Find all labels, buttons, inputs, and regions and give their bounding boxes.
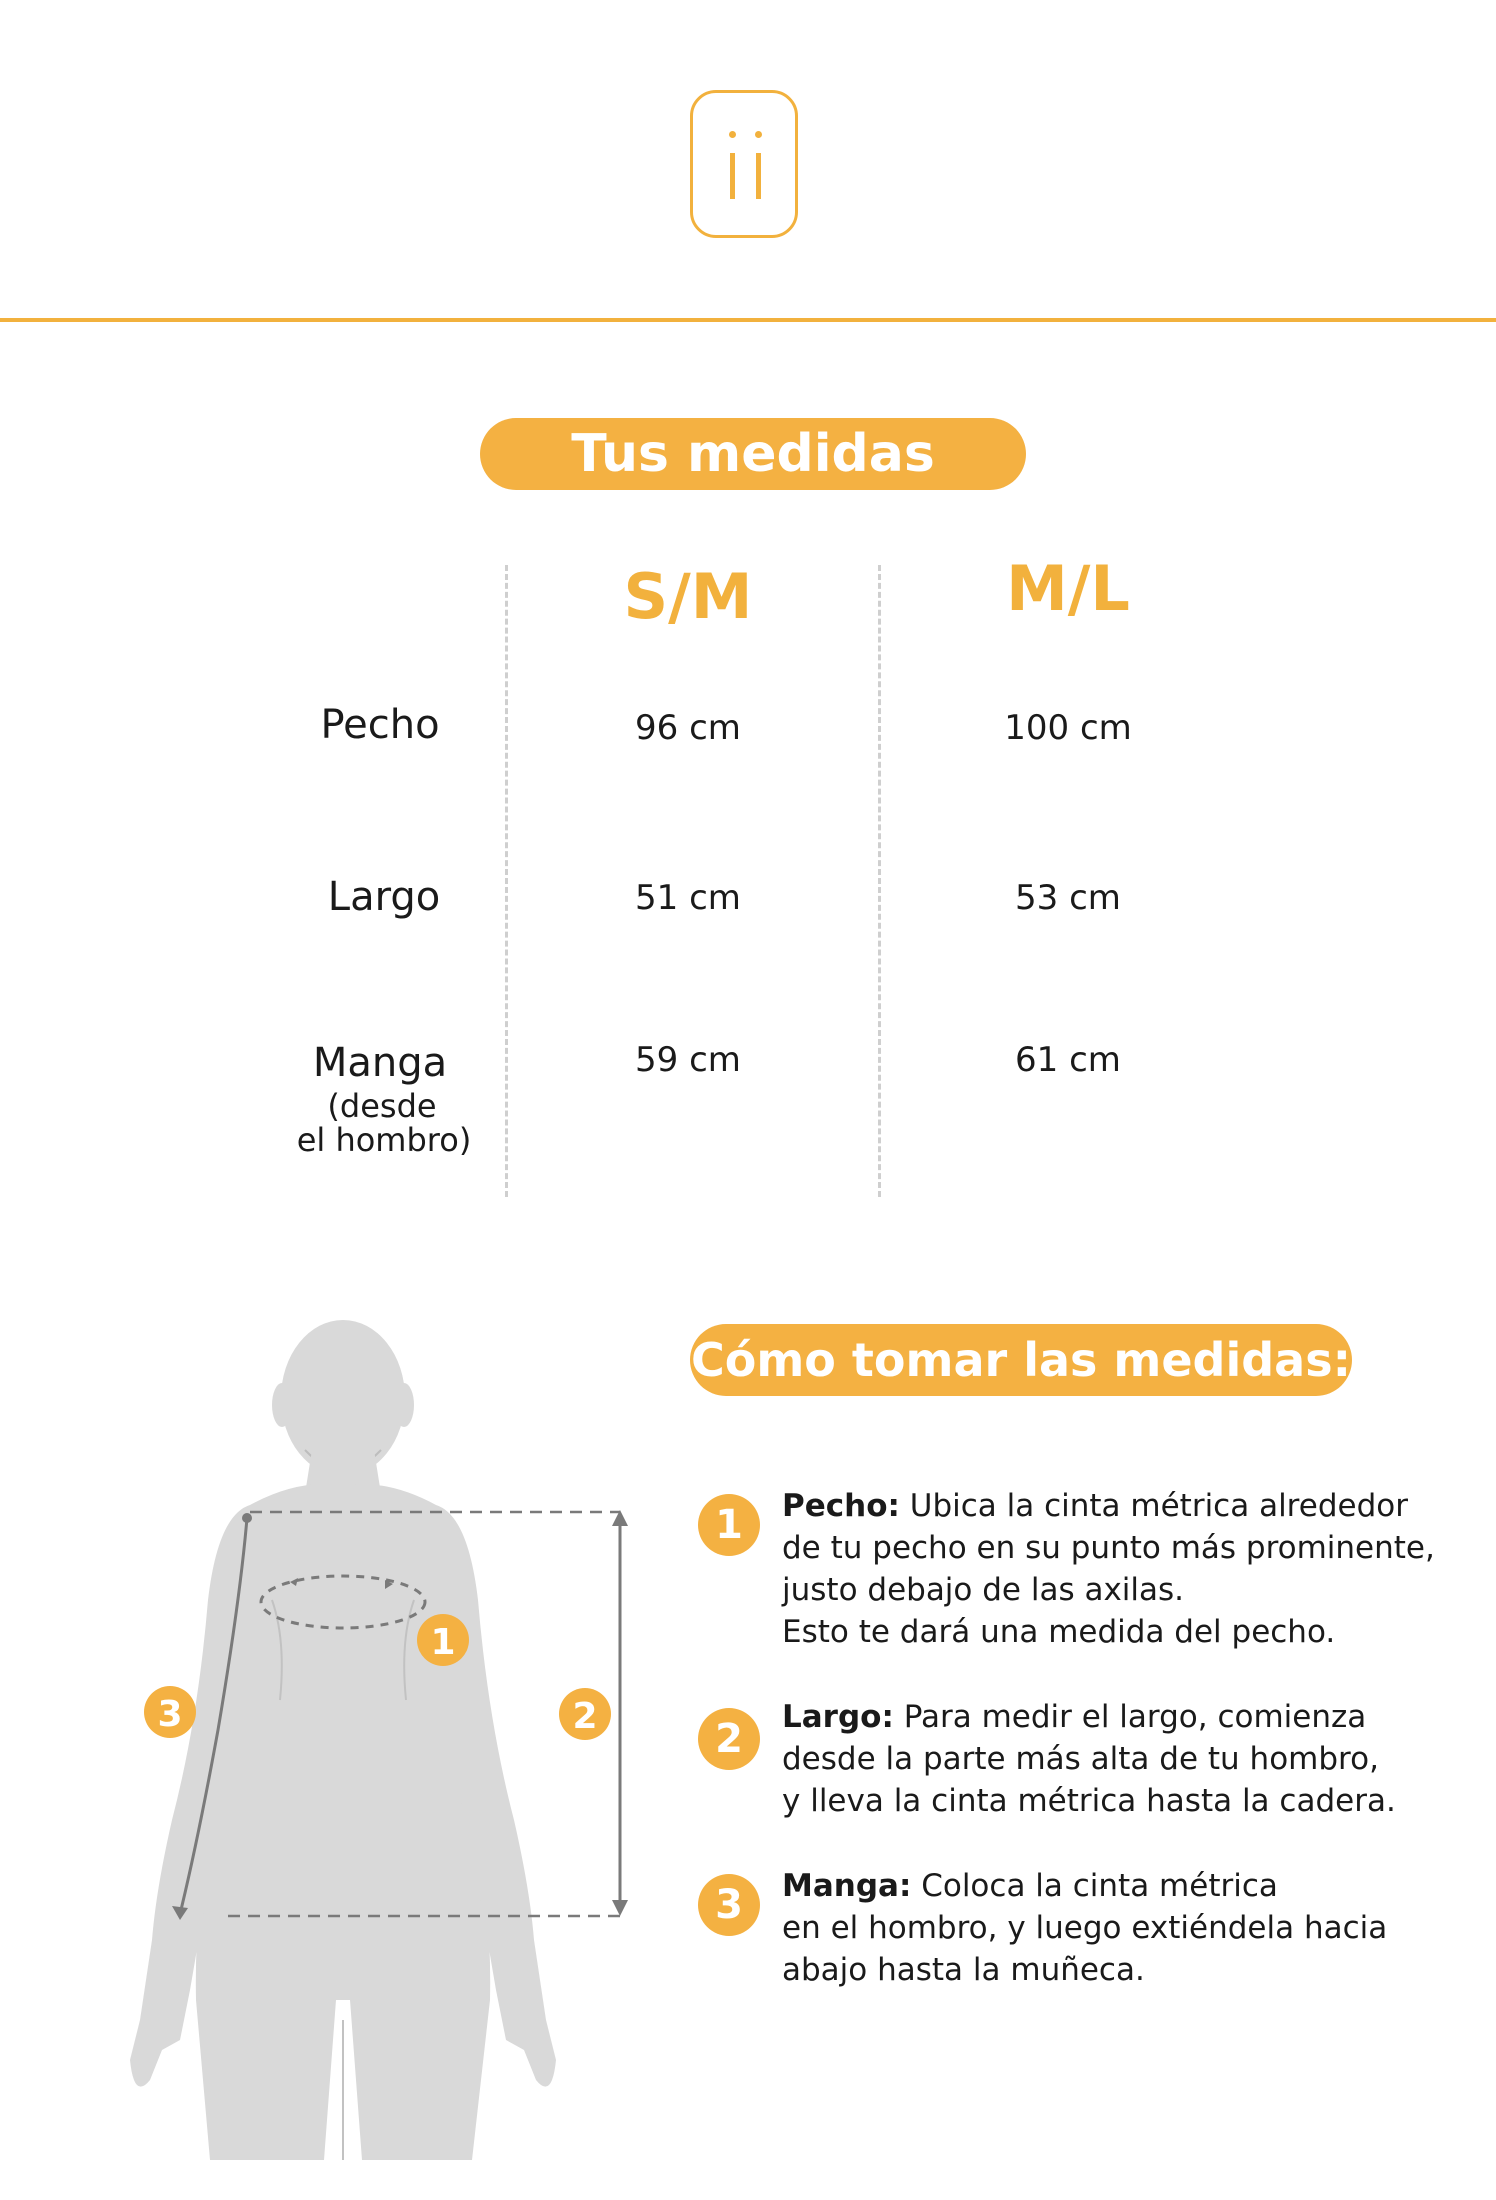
step-1-line: Ubica la cinta métrica alrededor [909,1488,1408,1524]
sizes-title: Tus medidas [480,418,1026,490]
cell-pecho-sm: 96 cm [635,708,741,748]
marker-2-icon [559,1688,611,1740]
step-1-line: Esto te dará una medida del pecho. [782,1614,1336,1650]
cell-pecho-ml: 100 cm [1004,708,1132,748]
svg-text:3: 3 [157,1694,183,1735]
marker-1-icon [417,1614,469,1666]
row-sublabel-manga-2: el hombro) [296,1121,472,1159]
step-1-term: Pecho: [782,1488,900,1524]
step-3-text [782,1865,1402,1991]
step-3-line: Coloca la cinta métrica [921,1868,1278,1904]
step-2-term: Largo: [782,1699,894,1735]
row-label-largo: Largo [327,874,441,920]
step-number-1: 1 [698,1494,760,1556]
step-3-line: abajo hasta la muñeca. [782,1952,1145,1988]
step-2-text [782,1696,1402,1822]
row-label-manga: Manga [312,1040,448,1086]
svg-text:1: 1 [430,1622,456,1663]
step-number-2: 2 [698,1708,760,1770]
step-1-line: justo debajo de las axilas. [782,1572,1185,1608]
step-3-line: en el hombro, y luego extiéndela hacia [782,1910,1388,1946]
step-1-text [782,1485,1435,1653]
cell-manga-ml: 61 cm [1015,1040,1121,1080]
how-to-title: Cómo tomar las medidas: [690,1324,1352,1396]
cell-largo-ml: 53 cm [1015,878,1121,918]
step-2-line: desde la parte más alta de tu hombro, [782,1741,1379,1777]
svg-text:2: 2 [572,1696,598,1737]
row-label-pecho: Pecho [320,702,440,748]
step-2-line: y lleva la cinta métrica hasta la cadera. [782,1783,1396,1819]
header-divider [0,318,1496,322]
step-2-line: Para medir el largo, comienza [903,1699,1367,1735]
ii-logo-icon [690,90,798,238]
marker-3-icon [144,1686,196,1738]
column-divider [878,565,881,1197]
column-header-ml: M/L [1006,552,1130,625]
step-1-line: de tu pecho en su punto más prominente, [782,1530,1435,1566]
cell-largo-sm: 51 cm [635,878,741,918]
row-sublabel-manga-1: (desde [327,1087,437,1125]
column-header-sm: S/M [623,560,753,633]
cell-manga-sm: 59 cm [635,1040,741,1080]
step-3-term: Manga: [782,1868,912,1904]
body-measurement-figure [100,1300,680,2160]
step-number-3: 3 [698,1874,760,1936]
